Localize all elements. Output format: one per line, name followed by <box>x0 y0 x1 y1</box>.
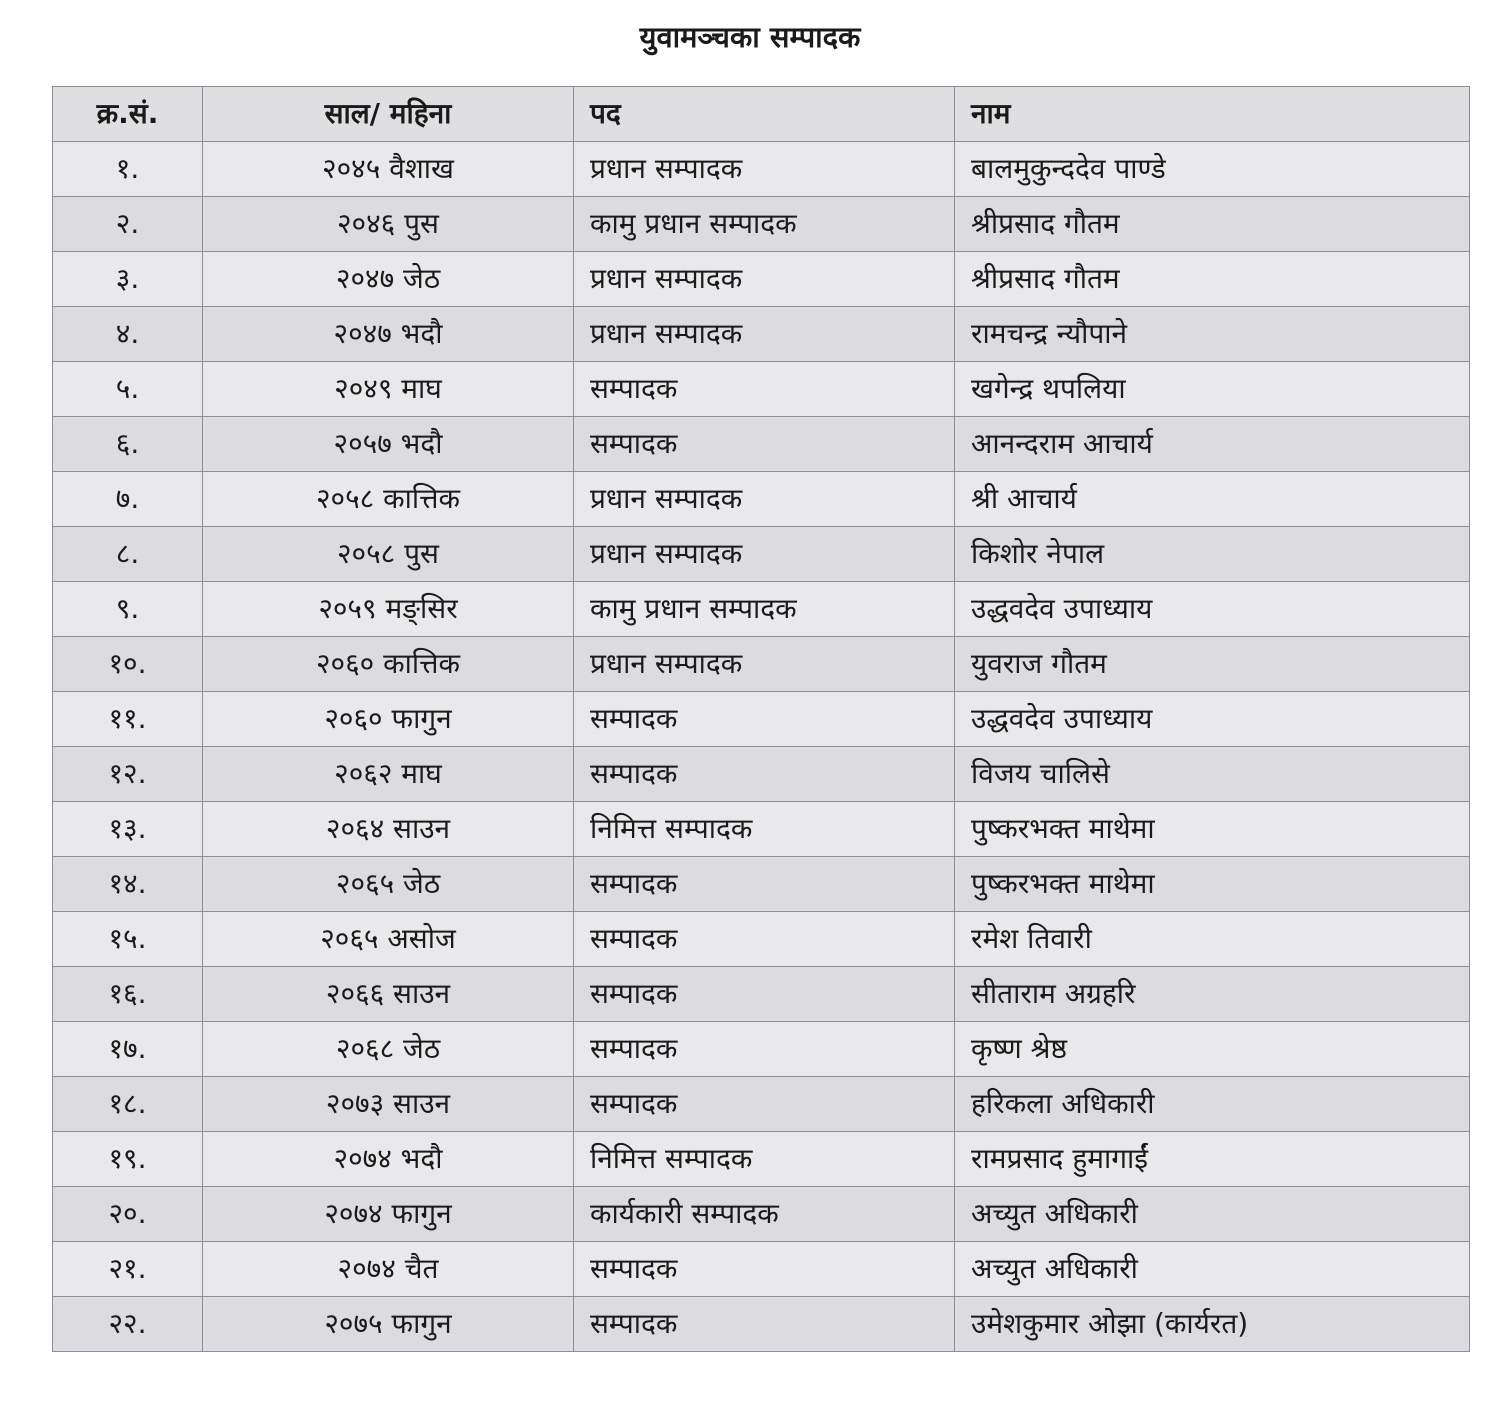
cell-name: रामप्रसाद हुमागाईं <box>955 1132 1470 1187</box>
cell-position: सम्पादक <box>574 857 955 912</box>
cell-year-month: २०५९ मङ्सिर <box>203 582 574 637</box>
cell-serial-number: ३. <box>53 252 203 307</box>
table-row <box>53 1132 1470 1187</box>
cell-position: सम्पादक <box>574 912 955 967</box>
table-row <box>53 692 1470 747</box>
cell-name: रामचन्द्र न्यौपाने <box>955 307 1470 362</box>
cell-position: प्रधान सम्पादक <box>574 252 955 307</box>
table-row <box>53 912 1470 967</box>
header-name: नाम <box>955 87 1470 142</box>
cell-name: आनन्दराम आचार्य <box>955 417 1470 472</box>
cell-year-month: २०४९ माघ <box>203 362 574 417</box>
cell-serial-number: ४. <box>53 307 203 362</box>
cell-position: कामु प्रधान सम्पादक <box>574 582 955 637</box>
cell-serial-number: १०. <box>53 637 203 692</box>
cell-serial-number: १९. <box>53 1132 203 1187</box>
cell-serial-number: ९. <box>53 582 203 637</box>
cell-name: अच्युत अधिकारी <box>955 1242 1470 1297</box>
cell-year-month: २०७३ साउन <box>203 1077 574 1132</box>
cell-position: सम्पादक <box>574 747 955 802</box>
cell-serial-number: १३. <box>53 802 203 857</box>
cell-position: सम्पादक <box>574 692 955 747</box>
cell-serial-number: १६. <box>53 967 203 1022</box>
cell-year-month: २०७४ भदौ <box>203 1132 574 1187</box>
table-row <box>53 197 1470 252</box>
cell-year-month: २०६५ असोज <box>203 912 574 967</box>
cell-position: सम्पादक <box>574 967 955 1022</box>
cell-year-month: २०७४ फागुन <box>203 1187 574 1242</box>
cell-year-month: २०६२ माघ <box>203 747 574 802</box>
cell-year-month: २०४७ भदौ <box>203 307 574 362</box>
table-row <box>53 1022 1470 1077</box>
table-row <box>53 967 1470 1022</box>
table-row <box>53 1187 1470 1242</box>
page-title: युवामञ्चका सम्पादक <box>639 20 861 54</box>
table-row <box>53 307 1470 362</box>
cell-name: विजय चालिसे <box>955 747 1470 802</box>
table-row <box>53 637 1470 692</box>
cell-name: रमेश तिवारी <box>955 912 1470 967</box>
table-row <box>53 142 1470 197</box>
cell-year-month: २०६८ जेठ <box>203 1022 574 1077</box>
cell-year-month: २०६४ साउन <box>203 802 574 857</box>
cell-serial-number: २२. <box>53 1297 203 1352</box>
table-header-row <box>53 87 1470 142</box>
cell-year-month: २०४६ पुस <box>203 197 574 252</box>
cell-name: बालमुकुन्ददेव पाण्डे <box>955 142 1470 197</box>
cell-name: उद्धवदेव उपाध्याय <box>955 692 1470 747</box>
cell-position: सम्पादक <box>574 1242 955 1297</box>
cell-position: प्रधान सम्पादक <box>574 637 955 692</box>
cell-year-month: २०६० फागुन <box>203 692 574 747</box>
cell-year-month: २०५८ पुस <box>203 527 574 582</box>
cell-year-month: २०४५ वैशाख <box>203 142 574 197</box>
cell-serial-number: २१. <box>53 1242 203 1297</box>
header-serial-number: क्र.सं. <box>53 87 203 142</box>
cell-serial-number: ६. <box>53 417 203 472</box>
cell-serial-number: २. <box>53 197 203 252</box>
cell-year-month: २०६६ साउन <box>203 967 574 1022</box>
table-row <box>53 1242 1470 1297</box>
cell-name: उद्धवदेव उपाध्याय <box>955 582 1470 637</box>
header-position: पद <box>574 87 955 142</box>
cell-name: सीताराम अग्रहरि <box>955 967 1470 1022</box>
cell-position: सम्पादक <box>574 1077 955 1132</box>
cell-year-month: २०६५ जेठ <box>203 857 574 912</box>
table-row <box>53 747 1470 802</box>
cell-name: खगेन्द्र थपलिया <box>955 362 1470 417</box>
editors-table <box>52 86 1470 1352</box>
table-row <box>53 582 1470 637</box>
cell-serial-number: १. <box>53 142 203 197</box>
cell-name: श्री आचार्य <box>955 472 1470 527</box>
cell-name: उमेशकुमार ओझा (कार्यरत) <box>955 1297 1470 1352</box>
cell-year-month: २०७५ फागुन <box>203 1297 574 1352</box>
cell-position: प्रधान सम्पादक <box>574 527 955 582</box>
cell-name: पुष्करभक्त माथेमा <box>955 802 1470 857</box>
table-row <box>53 527 1470 582</box>
cell-position: प्रधान सम्पादक <box>574 142 955 197</box>
cell-position: कार्यकारी सम्पादक <box>574 1187 955 1242</box>
cell-serial-number: १४. <box>53 857 203 912</box>
cell-name: हरिकला अधिकारी <box>955 1077 1470 1132</box>
cell-serial-number: ८. <box>53 527 203 582</box>
table-row <box>53 417 1470 472</box>
cell-year-month: २०५७ भदौ <box>203 417 574 472</box>
cell-name: पुष्करभक्त माथेमा <box>955 857 1470 912</box>
table-row <box>53 1077 1470 1132</box>
header-year-month: साल/ महिना <box>203 87 574 142</box>
cell-serial-number: ५. <box>53 362 203 417</box>
cell-name: अच्युत अधिकारी <box>955 1187 1470 1242</box>
table-body <box>53 142 1470 1352</box>
cell-name: युवराज गौतम <box>955 637 1470 692</box>
cell-name: किशोर नेपाल <box>955 527 1470 582</box>
cell-year-month: २०७४ चैत <box>203 1242 574 1297</box>
cell-position: सम्पादक <box>574 362 955 417</box>
cell-position: सम्पादक <box>574 1297 955 1352</box>
cell-serial-number: १५. <box>53 912 203 967</box>
cell-serial-number: १८. <box>53 1077 203 1132</box>
cell-name: श्रीप्रसाद गौतम <box>955 197 1470 252</box>
cell-position: निमित्त सम्पादक <box>574 802 955 857</box>
table-row <box>53 1297 1470 1352</box>
cell-name: कृष्ण श्रेष्ठ <box>955 1022 1470 1077</box>
cell-serial-number: ७. <box>53 472 203 527</box>
table-row <box>53 472 1470 527</box>
cell-position: सम्पादक <box>574 1022 955 1077</box>
cell-position: निमित्त सम्पादक <box>574 1132 955 1187</box>
cell-year-month: २०६० कात्तिक <box>203 637 574 692</box>
cell-name: श्रीप्रसाद गौतम <box>955 252 1470 307</box>
table-row <box>53 802 1470 857</box>
cell-position: कामु प्रधान सम्पादक <box>574 197 955 252</box>
cell-serial-number: २०. <box>53 1187 203 1242</box>
table-row <box>53 857 1470 912</box>
table-row <box>53 252 1470 307</box>
cell-serial-number: ११. <box>53 692 203 747</box>
cell-position: प्रधान सम्पादक <box>574 307 955 362</box>
cell-serial-number: १२. <box>53 747 203 802</box>
table-row <box>53 362 1470 417</box>
cell-year-month: २०४७ जेठ <box>203 252 574 307</box>
cell-serial-number: १७. <box>53 1022 203 1077</box>
cell-position: प्रधान सम्पादक <box>574 472 955 527</box>
cell-year-month: २०५८ कात्तिक <box>203 472 574 527</box>
cell-position: सम्पादक <box>574 417 955 472</box>
